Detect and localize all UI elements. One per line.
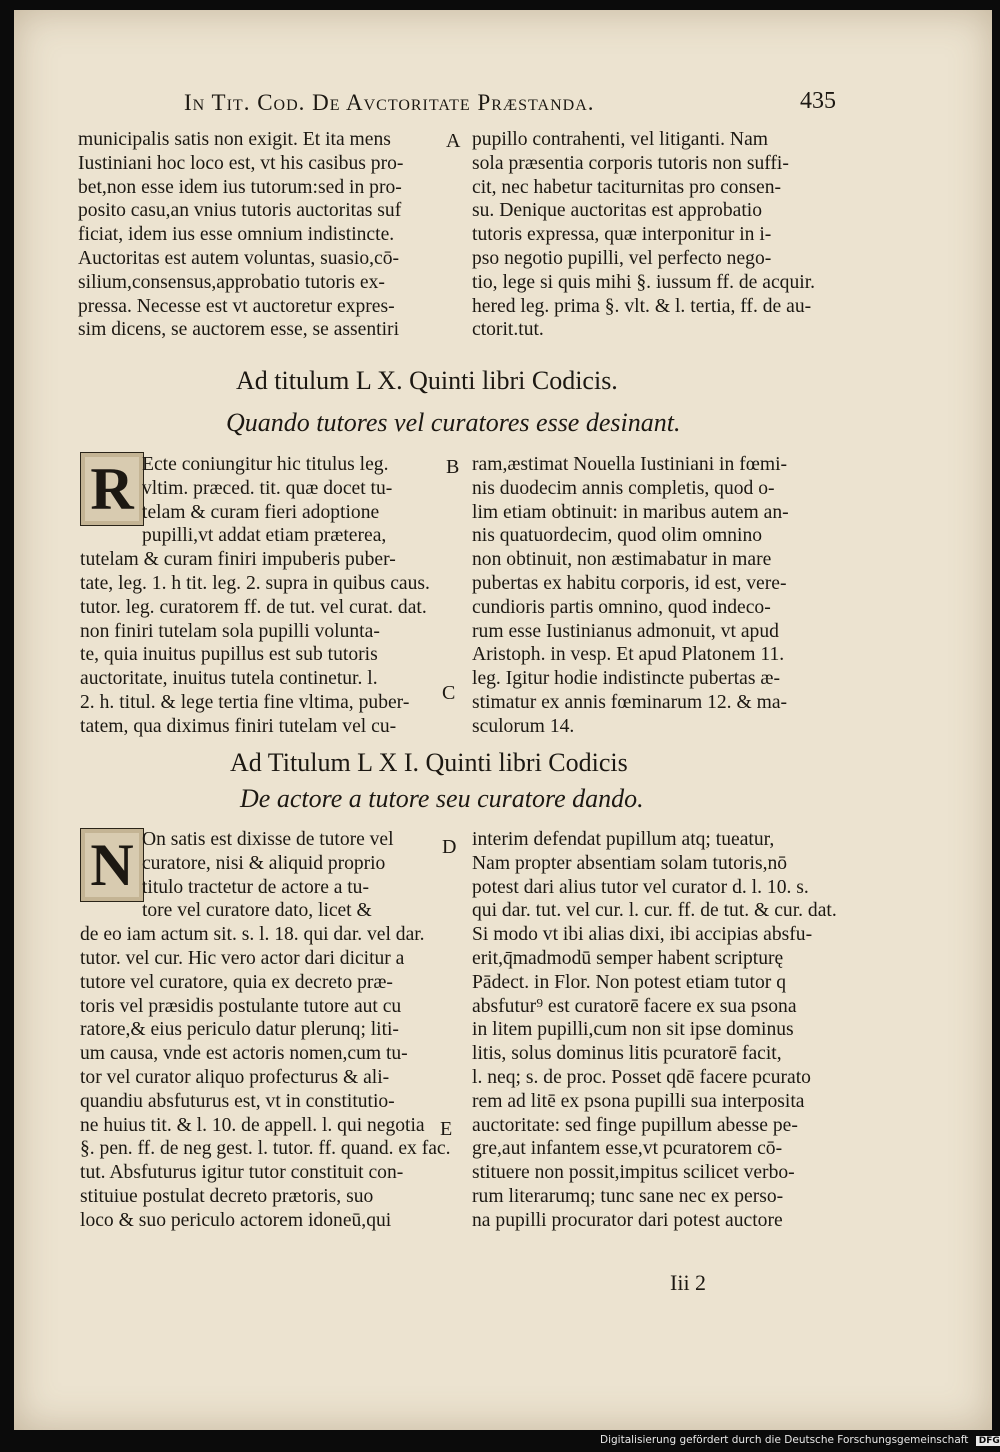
text-line: nis duodecim annis completis, quod o- bbox=[472, 477, 775, 499]
text-line: pubertas ex habitu corporis, id est, vere- bbox=[472, 572, 787, 594]
text-line: Aristoph. in vesp. Et apud Platonem 11. bbox=[472, 644, 785, 666]
section2-left-column bbox=[80, 453, 430, 739]
text-line: absfutur⁹ est curatorē facere ex sua psona bbox=[472, 995, 797, 1017]
text-line: leg. Igitur hodie indistincte pubertas æ- bbox=[472, 668, 780, 690]
text-line: gre,aut infantem esse,vt pcuratorem cō- bbox=[472, 1138, 783, 1160]
text-line: stituere non possit,impitus scilicet verbo- bbox=[472, 1162, 795, 1184]
text-line: 2. h. titul. & lege tertia fine vltima, puber- bbox=[80, 691, 410, 713]
text-line: non obtinuit, non æstimabatur in mare bbox=[472, 549, 772, 571]
margin-letter-d: D bbox=[442, 836, 457, 858]
text-line: cit, nec habetur taciturnitas pro consen- bbox=[472, 176, 782, 198]
text-line: ram,æstimat Nouella Iustiniani in fœmi- bbox=[472, 454, 788, 475]
text-line: tut. Absfuturus igitur tutor constituit con- bbox=[80, 1162, 404, 1184]
margin-letter-e: E bbox=[440, 1118, 453, 1140]
text-line: sim dicens, se auctorem esse, se assentiri bbox=[78, 319, 400, 341]
page-number: 435 bbox=[800, 88, 836, 114]
text-line: rum esse Iustinianus admonuit, vt apud bbox=[472, 620, 779, 642]
text-line: tate, leg. 1. h tit. leg. 2. supra in quibus caus. bbox=[80, 572, 430, 594]
text-line: titulo tractetur de actore a tu- bbox=[142, 876, 369, 898]
text-line: tutore vel curatore, quia ex decreto præ- bbox=[80, 971, 393, 993]
text-line: auctoritate: sed finge pupillum abesse pe- bbox=[472, 1114, 798, 1136]
text-line: tutelam & curam finiri impuberis puber- bbox=[80, 549, 396, 571]
text-line: in litem pupilli,cum non sit ipse dominus bbox=[472, 1019, 794, 1041]
text-line: de eo iam actum sit. s. l. 18. qui dar. vel dar. bbox=[80, 924, 425, 946]
margin-letter-b: B bbox=[446, 456, 460, 478]
text-line: Nam propter absentiam solam tutoris,nō bbox=[472, 852, 788, 874]
text-line: telam & curam fieri adoptione bbox=[142, 501, 380, 523]
text-line: rum literarumq; tunc sane nec ex perso- bbox=[472, 1185, 784, 1207]
text-line: qui dar. tut. vel cur. l. cur. ff. de tut. & cur. dat. bbox=[472, 900, 837, 922]
text-line: ctorit.tut. bbox=[472, 319, 544, 341]
book-page bbox=[14, 10, 992, 1430]
text-line: ratore,& eius periculo datur plerunq; liti- bbox=[80, 1019, 399, 1041]
text-line: Iustiniani hoc loco est, vt his casibus pro- bbox=[78, 152, 404, 174]
text-line: pso negotio pupilli, vel perfecto nego- bbox=[472, 247, 772, 269]
text-line: Si modo vt ibi alias dixi, ibi accipias absfu- bbox=[472, 924, 813, 946]
text-line: stituiue postulat decreto prætoris, suo bbox=[80, 1185, 374, 1207]
text-line: tatem, qua diximus finiri tutelam vel cu- bbox=[80, 715, 397, 737]
text-line: sola præsentia corporis tutoris non suffi- bbox=[472, 152, 789, 174]
text-line: litis, solus dominus litis pcuratorē facit, bbox=[472, 1043, 782, 1065]
section3-subtitle: De actore a tutore seu curatore dando. bbox=[240, 784, 644, 813]
section2-subtitle: Quando tutores vel curatores esse desinant. bbox=[226, 408, 681, 437]
section2-title: Ad titulum L X. Quinti libri Codicis. bbox=[236, 366, 618, 395]
margin-letter-a: A bbox=[446, 130, 461, 152]
running-head: In Tit. Cod. De Avctoritate Præstanda. bbox=[184, 90, 595, 115]
text-line: auctoritate, inuitus tutela continetur. l. bbox=[80, 668, 378, 690]
text-line: bet,non esse idem ius tutorum:sed in pro- bbox=[78, 176, 402, 198]
text-line: Ecte coniungitur hic titulus leg. bbox=[142, 454, 389, 475]
text-line: pressa. Necesse est vt auctoretur expres- bbox=[78, 295, 395, 317]
text-line: vltim. præced. tit. quæ docet tu- bbox=[142, 477, 393, 499]
text-line: tutoris expressa, quæ interponitur in i- bbox=[472, 224, 772, 246]
text-line: On satis est dixisse de tutore vel bbox=[142, 829, 394, 850]
text-line: municipalis satis non exigit. Et ita mens bbox=[78, 129, 391, 150]
text-line: Pādect. in Flor. Non potest etiam tutor q bbox=[472, 971, 787, 993]
decorated-initial-n: N bbox=[80, 828, 144, 902]
text-line: loco & suo periculo actorem idoneū,qui bbox=[80, 1209, 392, 1231]
section1-right-column bbox=[472, 128, 815, 342]
text-line: quandiu absfuturus est, vt in constitutio- bbox=[80, 1090, 395, 1112]
section2-right-column bbox=[472, 453, 789, 739]
digitization-credit bbox=[600, 1434, 1000, 1446]
text-line: stimatur ex annis fœminarum 12. & ma- bbox=[472, 691, 788, 713]
signature-mark: Iii 2 bbox=[670, 1270, 707, 1295]
text-line: ne huius tit. & l. 10. de appell. l. qui negotia bbox=[80, 1114, 425, 1136]
text-line: na pupilli procurator dari potest auctore bbox=[472, 1209, 783, 1231]
section3-right-column bbox=[472, 828, 837, 1233]
text-line: erit,q̄madmodū semper habent scripturę bbox=[472, 947, 784, 969]
text-line: tutor. leg. curatorem ff. de tut. vel curat. dat. bbox=[80, 596, 427, 618]
text-line: non finiri tutelam sola pupilli volunta- bbox=[80, 620, 380, 642]
text-line: potest dari alius tutor vel curator d. l. 10. s. bbox=[472, 876, 809, 898]
text-line: su. Denique auctoritas est approbatio bbox=[472, 200, 763, 222]
text-line: nis quatuordecim, quod olim omnino bbox=[472, 525, 763, 547]
text-line: curatore, nisi & aliquid proprio bbox=[142, 852, 386, 874]
text-line: sculorum 14. bbox=[472, 715, 575, 737]
decorated-initial-r: R bbox=[80, 452, 144, 526]
text-line: pupilli,vt addat etiam præterea, bbox=[142, 525, 387, 547]
text-line: cundioris partis omnino, quod indeco- bbox=[472, 596, 771, 618]
section3-title: Ad Titulum L X I. Quinti libri Codicis bbox=[230, 748, 628, 777]
text-line: interim defendat pupillum atq; tueatur, bbox=[472, 829, 775, 850]
text-line: tutor. vel cur. Hic vero actor dari dicitur a bbox=[80, 947, 405, 969]
text-line: tor vel curator aliquo profecturus & ali- bbox=[80, 1066, 390, 1088]
text-line: um causa, vnde est actoris nomen,cum tu- bbox=[80, 1043, 408, 1065]
text-line: ficiat, idem ius esse omnium indistincte. bbox=[78, 224, 395, 246]
text-line: posito casu,an vnius tutoris auctoritas suf bbox=[78, 200, 402, 222]
credit-text: Digitalisierung gefördert durch die Deutsche Forschungsgemeinschaft bbox=[600, 1434, 969, 1446]
text-line: toris vel præsidis postulante tutore aut cu bbox=[80, 995, 402, 1017]
text-line: pupillo contrahenti, vel litiganti. Nam bbox=[472, 129, 769, 150]
text-line: hered leg. prima §. vlt. & l. tertia, ff. de au- bbox=[472, 295, 812, 317]
text-line: l. neq; s. de proc. Posset qdē facere pcurato bbox=[472, 1066, 811, 1088]
text-line: tio, lege si quis mihi §. iussum ff. de acquir. bbox=[472, 271, 816, 293]
text-line: rem ad litē ex psona pupilli sua interposita bbox=[472, 1090, 805, 1112]
text-line: silium,consensus,approbatio tutoris ex- bbox=[78, 271, 385, 293]
dfg-logo: DFG bbox=[976, 1436, 1000, 1446]
text-line: te, quia inuitus pupillus est sub tutoris bbox=[80, 644, 378, 666]
section1-left-column bbox=[78, 128, 403, 342]
text-line: tore vel curatore dato, licet & bbox=[142, 900, 372, 922]
section3-left-column bbox=[80, 828, 453, 1233]
text-line: Auctoritas est autem voluntas, suasio,cō- bbox=[78, 247, 400, 269]
text-line: §. pen. ff. de neg gest. l. tutor. ff. quand. ex fac. bbox=[80, 1138, 451, 1160]
margin-letter-c: C bbox=[442, 682, 456, 704]
text-line: lim etiam obtinuit: in maribus autem an- bbox=[472, 501, 789, 523]
